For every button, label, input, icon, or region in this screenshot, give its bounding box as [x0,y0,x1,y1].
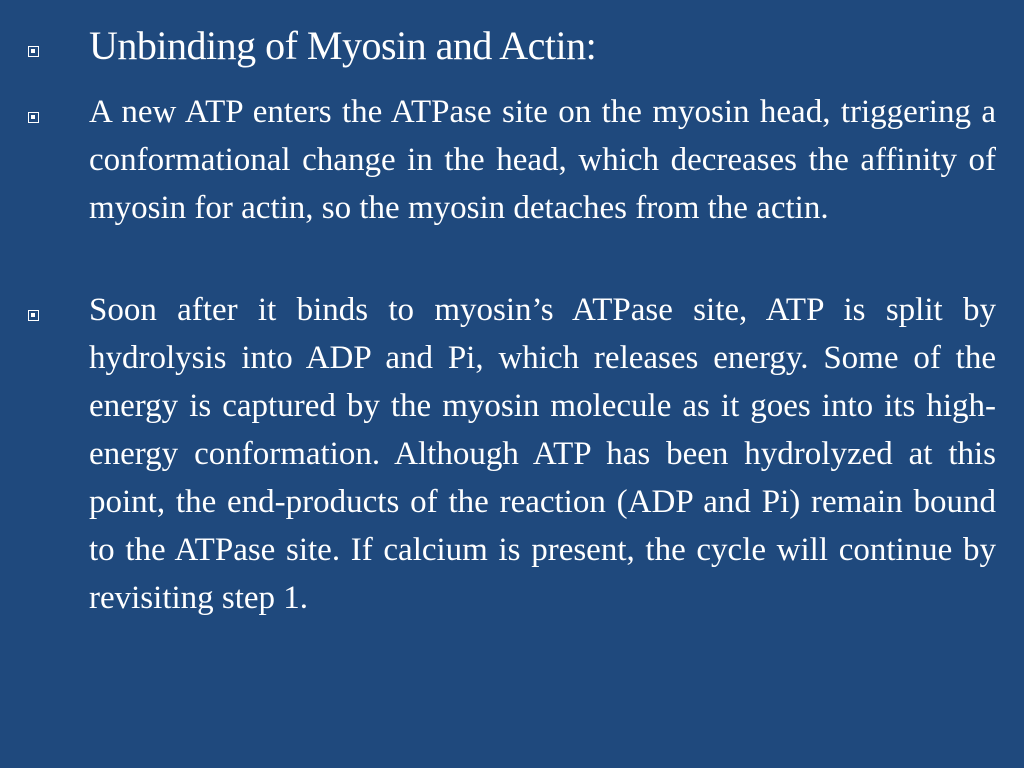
square-bullet-icon [28,310,39,321]
square-bullet-icon [28,112,39,123]
square-bullet-icon [28,46,39,57]
bullet-text-1: A new ATP enters the ATPase site on the myosin head, triggering a conformational change in the head, which decreases the affinity of myosin for actin, so the myosin detaches from the actin. [89,94,996,226]
slide-title: Unbinding of Myosin and Actin: [89,23,597,68]
bullet-text-2: Soon after it binds to myosin’s ATPase site, ATP is split by hydrolysis into ADP and Pi, which releases energy. Some of the energy is captured by the myosin molecule as it goes into its high-energy conformation. Although ATP has been hydrolyzed at this point, the end-products of the reaction (ADP and Pi) remain bound to the ATPase site. If calcium is present, the cycle will continue by revisiting step 1. [89,292,996,616]
